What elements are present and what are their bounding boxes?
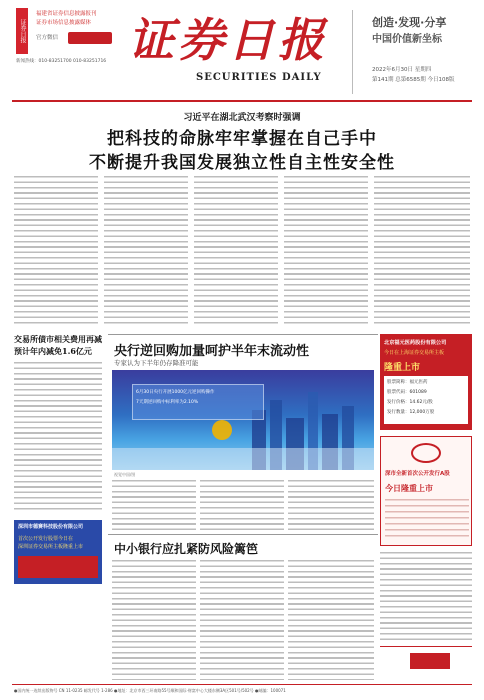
right-ad-top-price: 发行价格：14.62元/股 xyxy=(387,400,433,405)
right-ad-top-title: 北京福元医药股份有限公司 xyxy=(384,340,447,346)
left-ad xyxy=(14,520,102,584)
right-ad-top xyxy=(380,334,472,430)
right-ad-top-shares: 发行数量：12,000万股 xyxy=(387,410,435,415)
feature-column-2 xyxy=(200,480,284,530)
lead-column-2 xyxy=(104,176,188,326)
right-ad-mid-details xyxy=(385,499,469,541)
photo-credit: 视觉中国/图 xyxy=(114,472,136,477)
side-story-title-2: 预计年内减免1.6亿元 xyxy=(14,346,92,356)
left-ad-banner xyxy=(18,556,98,578)
side-story-body xyxy=(14,362,102,512)
left-ad-sub-2: 深圳证券交易所主板隆重上市 xyxy=(18,544,84,550)
lead-column-5 xyxy=(374,176,470,326)
bottom-rule xyxy=(108,534,378,535)
photo-caption-2: 7天期逆回购中标利率为2.10% xyxy=(136,400,199,405)
wechat-badge xyxy=(68,32,112,44)
issue-date: 2022年6月30日 星期四 xyxy=(372,67,432,73)
photo-caption-1: 6月30日央行开展1000亿元逆回购操作 xyxy=(136,390,215,395)
right-ad-mid-logo xyxy=(411,443,441,463)
issue-number: 第141期 总第6585期 今日108版 xyxy=(372,77,455,83)
right-column-text xyxy=(380,552,472,642)
photo-caption-box xyxy=(132,384,264,420)
side-story-title-1: 交易所债市相关费用再减 xyxy=(14,334,102,344)
feature-column-3 xyxy=(288,480,374,530)
lead-column-3 xyxy=(194,176,278,326)
bottom-column-2 xyxy=(200,560,284,680)
feature-rule xyxy=(108,334,378,335)
masthead xyxy=(0,0,484,108)
lead-column-4 xyxy=(284,176,368,326)
slogan-2: 中国价值新坐标 xyxy=(372,34,442,45)
right-ad-mid-sub: 今日隆重上市 xyxy=(385,484,433,493)
right-ad-mid xyxy=(380,436,472,546)
masthead-line-2: 证券市场信息披露媒体 xyxy=(36,20,92,26)
lead-headline-2: 不断提升我国发展独立性自主性安全性 xyxy=(89,153,395,173)
right-ad-top-panel xyxy=(384,376,468,424)
masthead-divider xyxy=(352,10,353,94)
masthead-stamp: 证券日报 xyxy=(16,8,28,54)
masthead-logo-en: SECURITIES DAILY xyxy=(196,72,322,83)
bottom-column-3 xyxy=(288,560,374,680)
left-ad-title: 深圳市德赛科技股份有限公司 xyxy=(18,524,84,530)
feature-photo xyxy=(112,370,374,470)
lead-column-1 xyxy=(14,176,98,326)
footer-rule xyxy=(12,684,472,685)
lead-headline-1: 把科技的命脉牢牢掌握在自己手中 xyxy=(107,129,377,149)
masthead-logo: 证券日报 xyxy=(128,13,328,67)
lead-kicker: 习近平在湖北武汉考察时强调 xyxy=(183,113,301,123)
right-ad-mid-title: 深市全新首次公开发行A股 xyxy=(385,471,450,477)
masthead-line-1: 福建省证券信息披露报刊 xyxy=(36,11,97,17)
right-bottom-logo xyxy=(410,653,450,669)
footer-text: ●国内统一连续出版物号 CN 11-0235 邮发代号 1-286 ●地址：北京市西三环南路55号顺和国际·财富中心大楼东侧3A区501号/502号 ●邮编：100071 xyxy=(14,688,286,693)
left-ad-sub: 首次公开发行股票今日在 xyxy=(18,536,74,542)
bottom-column-1 xyxy=(112,560,196,680)
masthead-rule xyxy=(12,100,472,102)
right-ad-top-event: 隆重上市 xyxy=(384,363,421,373)
feature-column-1 xyxy=(112,480,196,530)
slogan: 创造·发现·分享 xyxy=(372,16,447,29)
hotline: 新闻热线：010-83251700 010-83251716 xyxy=(16,59,107,64)
feature-subhead: 专家认为下半年仍存降准可能 xyxy=(114,359,199,367)
bottom-headline: 中小银行应扎紧防风险篱笆 xyxy=(114,542,259,556)
right-bottom-logo-area xyxy=(380,646,472,676)
right-ad-top-code-label: 股票简称：福元医药 xyxy=(387,380,428,385)
wechat-label: 官方微信 xyxy=(36,35,59,41)
feature-headline: 央行逆回购加量呵护半年末流动性 xyxy=(114,344,310,359)
right-ad-top-sub: 今日在上海证券交易所主板 xyxy=(384,350,445,356)
right-ad-top-code: 股票代码：601089 xyxy=(387,390,427,395)
